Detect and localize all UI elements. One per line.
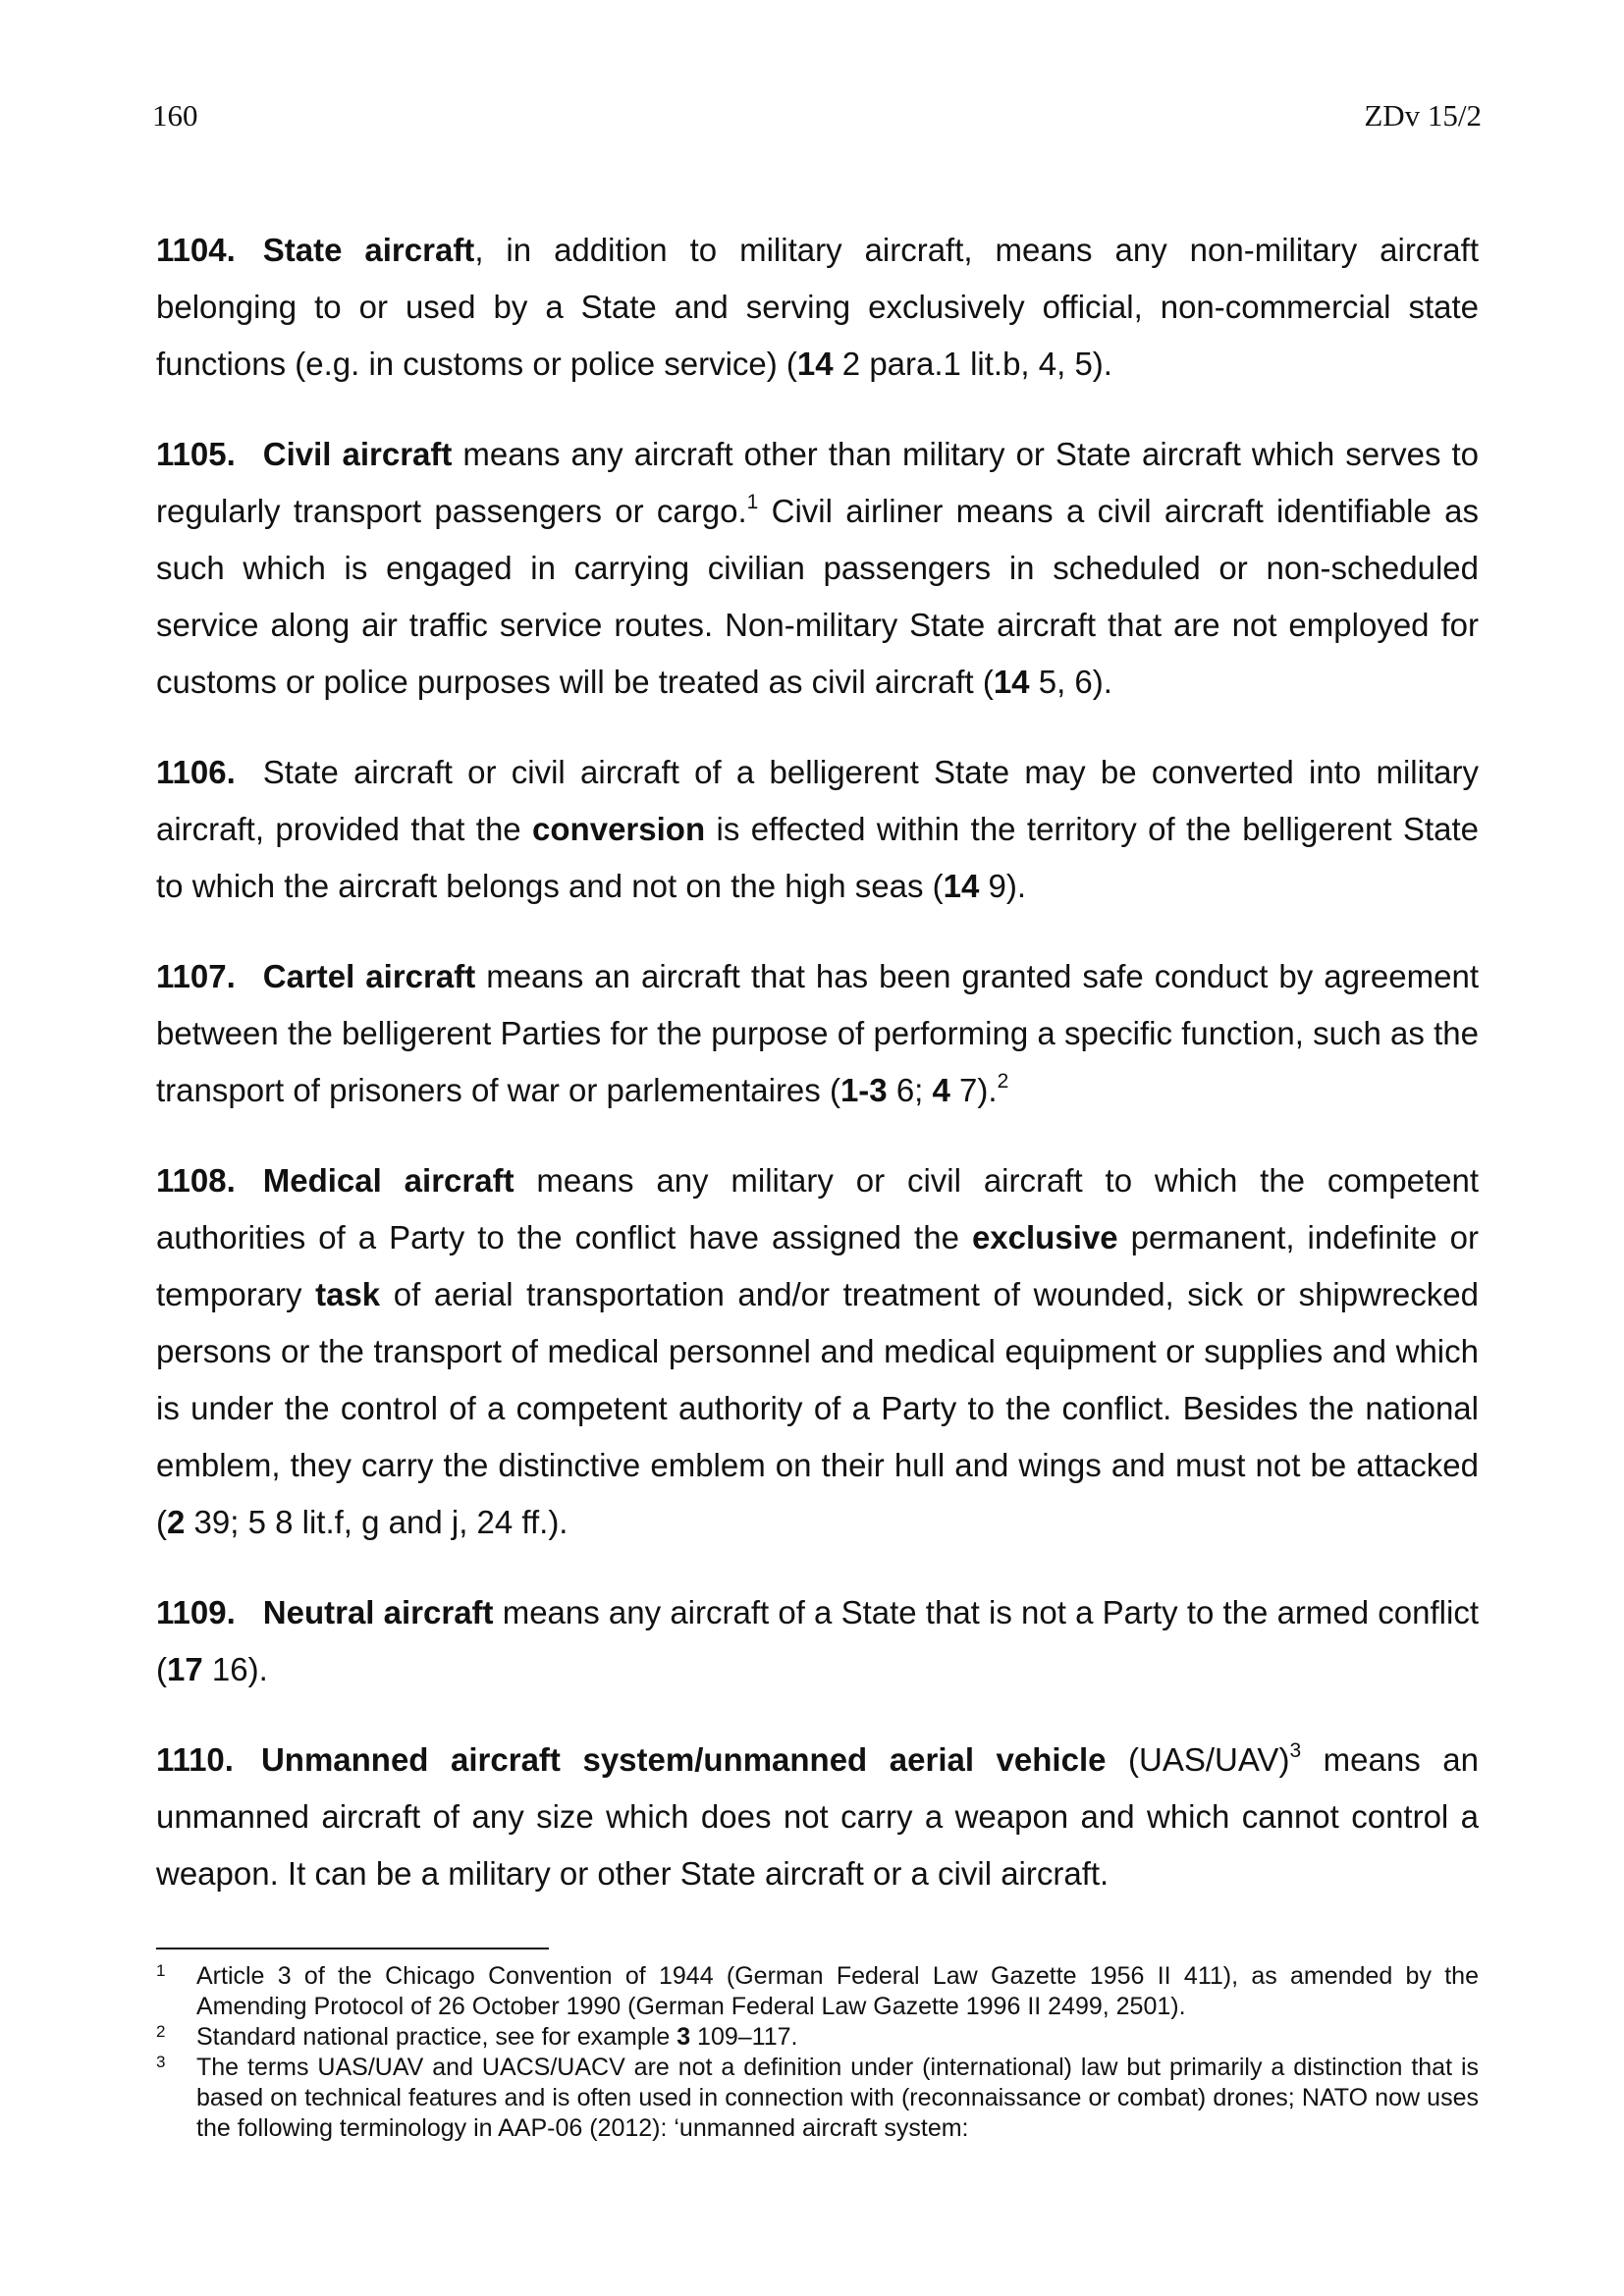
source-reference: 3 [677,2023,691,2051]
footnote-text: The terms UAS/UAV and UACS/UACV are not a definition under (international) law but primarily a distinction that is based on technical features and is often used in connection with (reconnaissance or combat) drones; NATO now uses the following terminology in AAP-06 (2012): ‘unmanned aircraft system: [196,2054,1479,2142]
defined-term: State aircraft [262,232,475,268]
emphasized-term: task [315,1276,381,1312]
document-code: ZDv 15/2 [1364,98,1482,133]
footnote-text: Standard national practice, see for example [196,2023,677,2051]
source-reference: 14 [993,664,1030,700]
paragraph-text: State aircraft or civil aircraft of a belligerent State may be converted into military aircraft, provided that the [156,754,1479,847]
paragraph-1108 [156,1152,1479,1551]
paragraph-1105 [156,426,1479,711]
source-reference: 17 [167,1651,203,1687]
defined-term: Neutral aircraft [262,1594,494,1630]
footnote-marker[interactable]: 1 [746,491,759,513]
defined-term: Cartel aircraft [262,958,476,994]
defined-term: Civil aircraft [262,436,453,472]
paragraph-1109 [156,1584,1479,1698]
paragraph-text: means any military or civil aircraft to which the competent authorities of a Party to the conflict have assigned the [156,1162,1479,1255]
footnote-number: 1 [156,1961,166,1980]
source-reference: 4 [932,1072,950,1108]
paragraph-number: 1109. [156,1594,236,1630]
footnote-3 [156,2053,1479,2144]
paragraph-1104 [156,222,1479,393]
paragraph-text: means an aircraft that has been granted safe conduct by agreement between the belligerent Parties for the purpose of performing a specific function, such as the transport of prisoners of war or parlementaires ( [156,958,1479,1108]
paragraph-number: 1106. [156,754,236,790]
source-reference: 14 [943,868,980,904]
paragraph-text: means any aircraft of a State that is not a Party to the armed conflict ( [156,1594,1479,1687]
defined-term: Medical aircraft [262,1162,514,1199]
paragraph-text: 6; [887,1072,933,1108]
footnote-1 [156,1961,1479,2022]
paragraph-1106 [156,744,1479,915]
paragraph-text: 39; 5 8 lit.f, g and j, 24 ff.). [185,1504,568,1540]
paragraph-1110 [156,1732,1479,1902]
footnote-marker[interactable]: 2 [997,1070,1009,1093]
paragraph-text: is effected within the territory of the belligerent State to which the aircraft belongs and not on the high seas ( [156,811,1479,904]
source-reference: 1-3 [839,1072,888,1108]
main-text [156,222,1479,1936]
paragraph-text: , in addition to military aircraft, means any non-military aircraft belonging to or used by a State and serving exclusively official, non-commercial state functions (e.g. in customs or police service) ( [156,232,1479,382]
paragraph-text: Civil airliner means a civil aircraft identifiable as such which is engaged in carrying civilian passengers in scheduled or non-scheduled service along air traffic service routes. Non-military State aircraft that are not employed for customs or police purposes will be treated as civil aircraft ( [156,493,1479,700]
paragraph-number: 1104. [156,232,236,268]
footnote-text: 109–117. [690,2023,798,2051]
paragraph-text: permanent, indefinite or temporary [156,1219,1479,1312]
footnotes [156,1961,1479,2144]
paragraph-1107 [156,948,1479,1119]
page-number: 160 [152,98,198,133]
footnote-marker[interactable]: 3 [1289,1739,1302,1762]
paragraph-text: means any aircraft other than military or State aircraft which serves to regularly transport passengers or cargo. [156,436,1480,529]
paragraph-text: 9). [979,868,1027,904]
paragraph-text: (UAS/UAV) [1106,1741,1290,1778]
footnote-number: 2 [156,2022,166,2041]
paragraph-number: 1107. [156,958,236,994]
paragraph-number: 1108. [156,1162,236,1199]
defined-term: Unmanned aircraft system/unmanned aerial vehicle [260,1741,1107,1778]
paragraph-text: means an unmanned aircraft of any size which does not carry a weapon and which cannot control a weapon. It can be a military or other State aircraft or a civil aircraft. [156,1741,1479,1892]
source-reference: 14 [796,346,834,382]
footnote-text: Article 3 of the Chicago Convention of 1944 (German Federal Law Gazette 1956 II 411), as amended by the Amending Protocol of 26 October 1990 (German Federal Law Gazette 1996 II 2499, 2501). [196,1962,1479,2020]
paragraph-text: 16). [202,1651,268,1687]
paragraph-text: 5, 6). [1029,664,1112,700]
source-reference: 2 [167,1504,186,1540]
paragraph-text: 2 para.1 lit.b, 4, 5). [833,346,1112,382]
paragraph-number: 1110. [156,1741,234,1778]
footnote-2 [156,2022,1479,2053]
paragraph-number: 1105. [156,436,236,472]
paragraph-text: 7). [949,1072,998,1108]
emphasized-term: conversion [532,811,706,847]
emphasized-term: exclusive [971,1219,1118,1255]
footnote-number: 3 [156,2053,166,2071]
paragraph-text: of aerial transportation and/or treatment of wounded, sick or shipwrecked persons or the transport of medical personnel and medical equipment or supplies and which is under the control of a competent authority of a Party to the conflict. Besides the national emblem, they carry the distinctive emblem on their hull and wings and must not be attacked ( [156,1276,1479,1540]
footnote-separator [156,1948,549,1949]
